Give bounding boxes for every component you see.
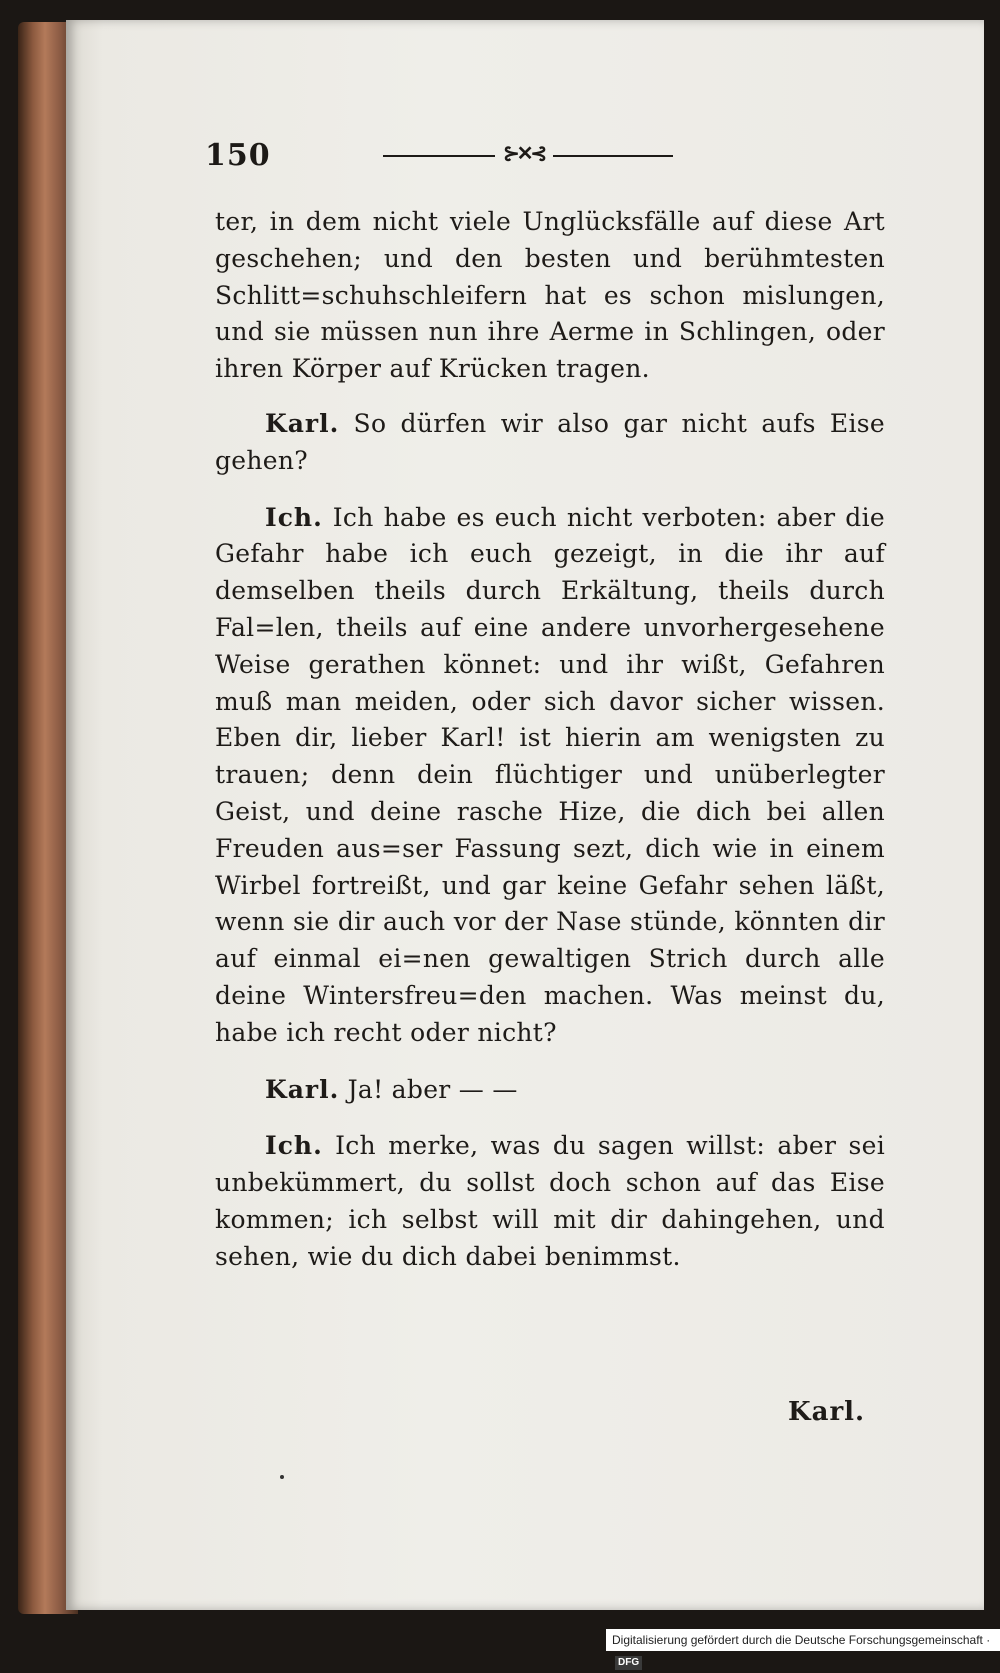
digitization-credit (606, 1629, 1000, 1668)
page-header (205, 138, 695, 174)
paragraph (215, 1128, 885, 1275)
paragraph (215, 406, 885, 480)
ink-mark (280, 1475, 284, 1479)
paragraph-text: So dürfen wir also gar nicht aufs Eise gehen? (215, 408, 885, 475)
paragraph: ter, in dem nicht viele Unglücksfälle auf diese Art geschehen; und den besten und berühmtesten Schlitt=schuhschleifern hat es schon mislungen, und sie müssen nun ihre Aerme in Schlingen, oder ihren Körper auf Krücken tragen. (215, 207, 885, 384)
credit-text: Digitalisierung gefördert durch die Deutsche Forschungsgemeinschaft · (612, 1633, 991, 1647)
speaker-label: Ich. (265, 1131, 323, 1161)
paragraph-text: Ich merke, was du sagen willst: aber sei unbekümmert, du sollst doch schon auf das Eise kommen; ich selbst will mit dir dahingehen, und sehen, wie du dich dabei benimmst. (215, 1131, 886, 1271)
page-text (215, 204, 885, 1276)
paragraph-text: Ja! aber — — (347, 1074, 518, 1104)
page-number: 150 (205, 138, 271, 173)
header-ornament: ⊱✕⊰ (383, 144, 903, 168)
paragraph-text: Ich habe es euch nicht verboten: aber die Gefahr habe ich euch gezeigt, in die ihr auf demselben theils durch Erkältung, theils durch Fal=len, theils auf eine andere unvorhergesehene Weise gerathen könnet: und ihr wißt, Gefahren muß man meiden, oder sich davor sicher wissen. Eben dir, lieber Karl! ist hierin am wenigsten zu trauen; denn dein flüchtiger und unüberlegter Geist, und deine rasche Hize, die dich bei allen Freuden aus=ser Fassung sezt, dich wie in einem Wirbel fortreißt, und gar keine Gefahr sehen läßt, wenn sie dir auch vor der Nase stünde, könnten dir auf einmal ei=nen gewaltigen Strich durch alle deine Wintersfreu=den machen. Was meinst du, habe ich recht oder nicht? (215, 502, 885, 1047)
speaker-label: Karl. (265, 1074, 340, 1104)
paragraph (215, 1072, 885, 1109)
speaker-label: Karl. (265, 408, 340, 438)
paragraph (215, 500, 885, 1052)
speaker-label: Ich. (265, 502, 323, 532)
dfg-logo: DFG (615, 1656, 642, 1670)
catchword: Karl. (788, 1397, 866, 1427)
